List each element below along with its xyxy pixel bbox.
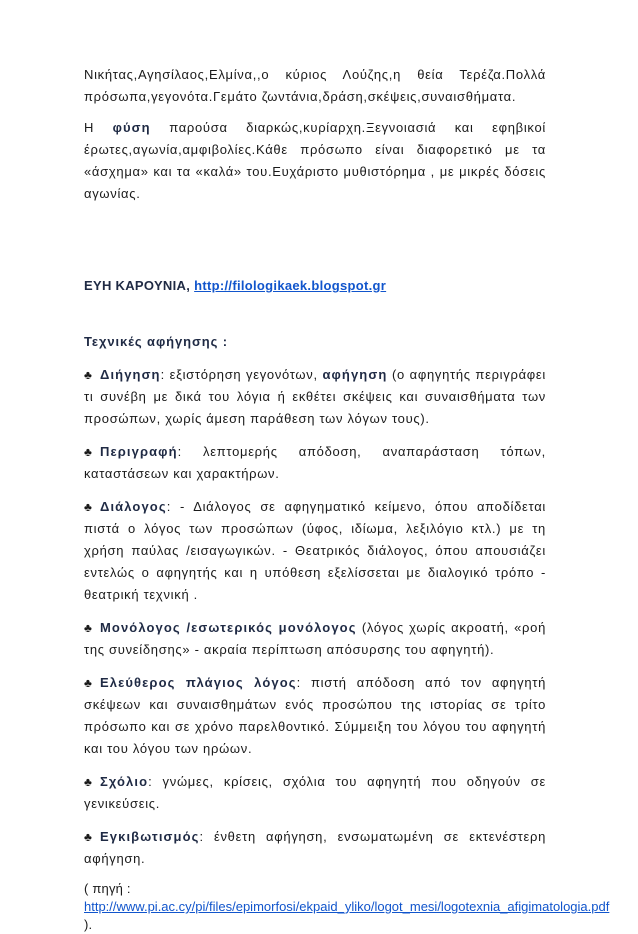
intro-p2-lead: Η (84, 120, 113, 135)
term-text: : πιστή απόδοση από τον αφηγητή σκέψεων και συναισθημάτων ενός προσώπου της ιστορίας σε τρίτο πρόσωπο και σε χρόνο παρελθοντικό. Σύμμειξη του λόγου του αφηγητή και του λόγου των ηρώων. (84, 675, 547, 756)
club-bullet-icon: ♣ (84, 500, 93, 514)
term-label: Διήγηση (100, 367, 161, 382)
club-bullet-icon: ♣ (84, 621, 93, 635)
club-bullet-icon: ♣ (84, 445, 93, 459)
term-label: Διάλογος (100, 499, 167, 514)
list-item-dialogue (84, 496, 546, 606)
club-bullet-icon: ♣ (84, 368, 93, 382)
term-label: Ελεύθερος πλάγιος λόγος (100, 675, 297, 690)
intro-p2-bold-word: φύση (112, 120, 151, 135)
list-item-narration (84, 364, 546, 430)
list-item-free-indirect-speech (84, 672, 546, 760)
credit-link[interactable]: http://filologikaek.blogspot.gr (194, 278, 387, 293)
source-note (84, 880, 610, 934)
club-bullet-icon: ♣ (84, 775, 93, 789)
intro-p2-rest: παρούσα διαρκώς,κυρίαρχη.Ξεγνοιασιά και εφηβικοί έρωτες,αγωνία,αμφιβολίες.Κάθε πρόσωπο είναι διαφορετικό με τα «άσχημα» και τα «καλά» του.Ευχάριστο μυθιστόρημα , με μικρές δόσεις αγωνίας. (84, 120, 546, 201)
source-open: ( πηγή : (84, 881, 131, 896)
club-bullet-icon: ♣ (84, 830, 93, 844)
source-link[interactable]: http://www.pi.ac.cy/pi/files/epimorfosi/ekpaid_yliko/logot_mesi/logotexnia_afigimatologia.pdf (84, 899, 610, 914)
intro-paragraph-1: Νικήτας,Αγησίλαος,Ελμίνα,,ο κύριος Λούζης,η θεία Τερέζα.Πολλά πρόσωπα,γεγονότα.Γεμάτο ζωντάνια,δράση,σκέψεις,συναισθήματα. (84, 67, 546, 104)
term-text-continued: (ο αφηγητής περιγράφει τι συνέβη με δικά του λόγια ή εκθέτει σκέψεις και συναισθήματα των προσώπων, χωρίς άμεση παράθεση των λόγων τους). (84, 367, 546, 426)
intro-paragraph-2 (84, 117, 546, 205)
term-label: Μονόλογος /εσωτερικός μονόλογος (100, 620, 357, 635)
term-label: Περιγραφή (100, 444, 178, 459)
document-page (84, 64, 610, 934)
term-text: : ένθετη αφήγηση, ενσωματωμένη σε εκτενέστερη αφήγηση. (84, 829, 546, 866)
term-text: : γνώμες, κρίσεις, σχόλια του αφηγητή που οδηγούν σε γενικεύσεις. (84, 774, 546, 811)
term-label: Σχόλιο (100, 774, 149, 789)
list-item-comment (84, 771, 546, 815)
credit-author: ΕΥΗ ΚΑΡΟΥΝΙΑ, (84, 278, 191, 293)
list-item-monologue (84, 617, 546, 661)
section-title: Τεχνικές αφήγησης : (84, 334, 228, 349)
list-item-description (84, 441, 546, 485)
term-text: : εξιστόρηση γεγονότων, (160, 367, 323, 382)
term-text: : λεπτομερής απόδοση, αναπαράσταση τόπων, καταστάσεων και χαρακτήρων. (84, 444, 546, 481)
term-inline-bold: αφήγηση (322, 367, 388, 382)
term-label: Εγκιβωτισμός (100, 829, 200, 844)
source-close: ). (84, 917, 93, 932)
club-bullet-icon: ♣ (84, 676, 93, 690)
term-text: : - Διάλογος σε αφηγηματικό κείμενο, όπου αποδίδεται πιστά ο λόγος των προσώπων (ύφος, ιδίωμα, λεξιλόγιο κτλ.) με τη χρήση παύλας /εισαγωγικών. - Θεατρικός διάλογος, όπου απουσιάζει εντελώς ο αφηγητής και η υπόθεση εξελίσσεται με διαλογικό τρόπο - θεατρική τεχνική . (84, 499, 546, 602)
credit-line (84, 275, 546, 297)
list-item-embedding (84, 826, 546, 870)
term-text: (λόγος χωρίς ακροατή, «ροή της συνείδησης» - ακραία περίπτωση απόσυρσης του αφηγητή). (84, 620, 546, 657)
